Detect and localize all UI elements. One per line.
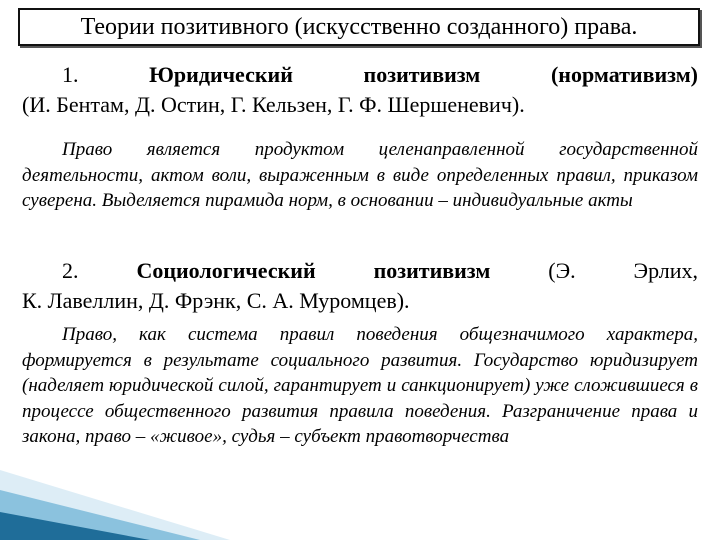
corner-decoration: [0, 450, 230, 540]
section-2-heading-line: [22, 256, 698, 286]
section-2-heading: [22, 256, 698, 316]
slide-title: Теории позитивного (искусственно созданного) права.: [18, 8, 700, 46]
section-1-title-word-3: (нормативизм): [550, 62, 699, 87]
section-2-title-word-1: Социологический: [136, 258, 316, 283]
section-2-body: [22, 322, 698, 450]
section-1-authors: (И. Бентам, Д. Остин, Г. Кельзен, Г. Ф. Шершеневич).: [22, 92, 525, 117]
section-2-number: 2.: [62, 258, 79, 283]
section-1-body: [22, 137, 698, 214]
section-1-heading-line: [22, 60, 698, 90]
section-1-title-word-1: Юридический: [149, 62, 293, 87]
section-2-text: Право, как система правил поведения общезначимого характера, формируется в результате социального развития. Государство юридизирует (наделяет юридической силой, гарантирует и санкционирует) уже сложившиеся в процессе общественного развития правила поведения. Разграничение права и закона, право – «живое», судья – субъект правотворчества: [22, 324, 698, 447]
section-1-title-word-2: позитивизм: [363, 62, 481, 87]
section-2-authors: К. Лавеллин, Д. Фрэнк, С. А. Муромцев).: [22, 288, 410, 313]
section-2-title-word-2: позитивизм: [373, 258, 491, 283]
section-1-text: Право является продуктом целенаправленной государственной деятельности, актом воли, выраженным в виде определенных правил, приказом суверена. Выделяется пирамида норм, в основании – индивидуальные акты: [22, 139, 698, 211]
section-1-number: 1.: [62, 62, 79, 87]
section-2-authors-start: (Э. Эрлих,: [548, 258, 699, 283]
section-1-heading: [22, 60, 698, 120]
